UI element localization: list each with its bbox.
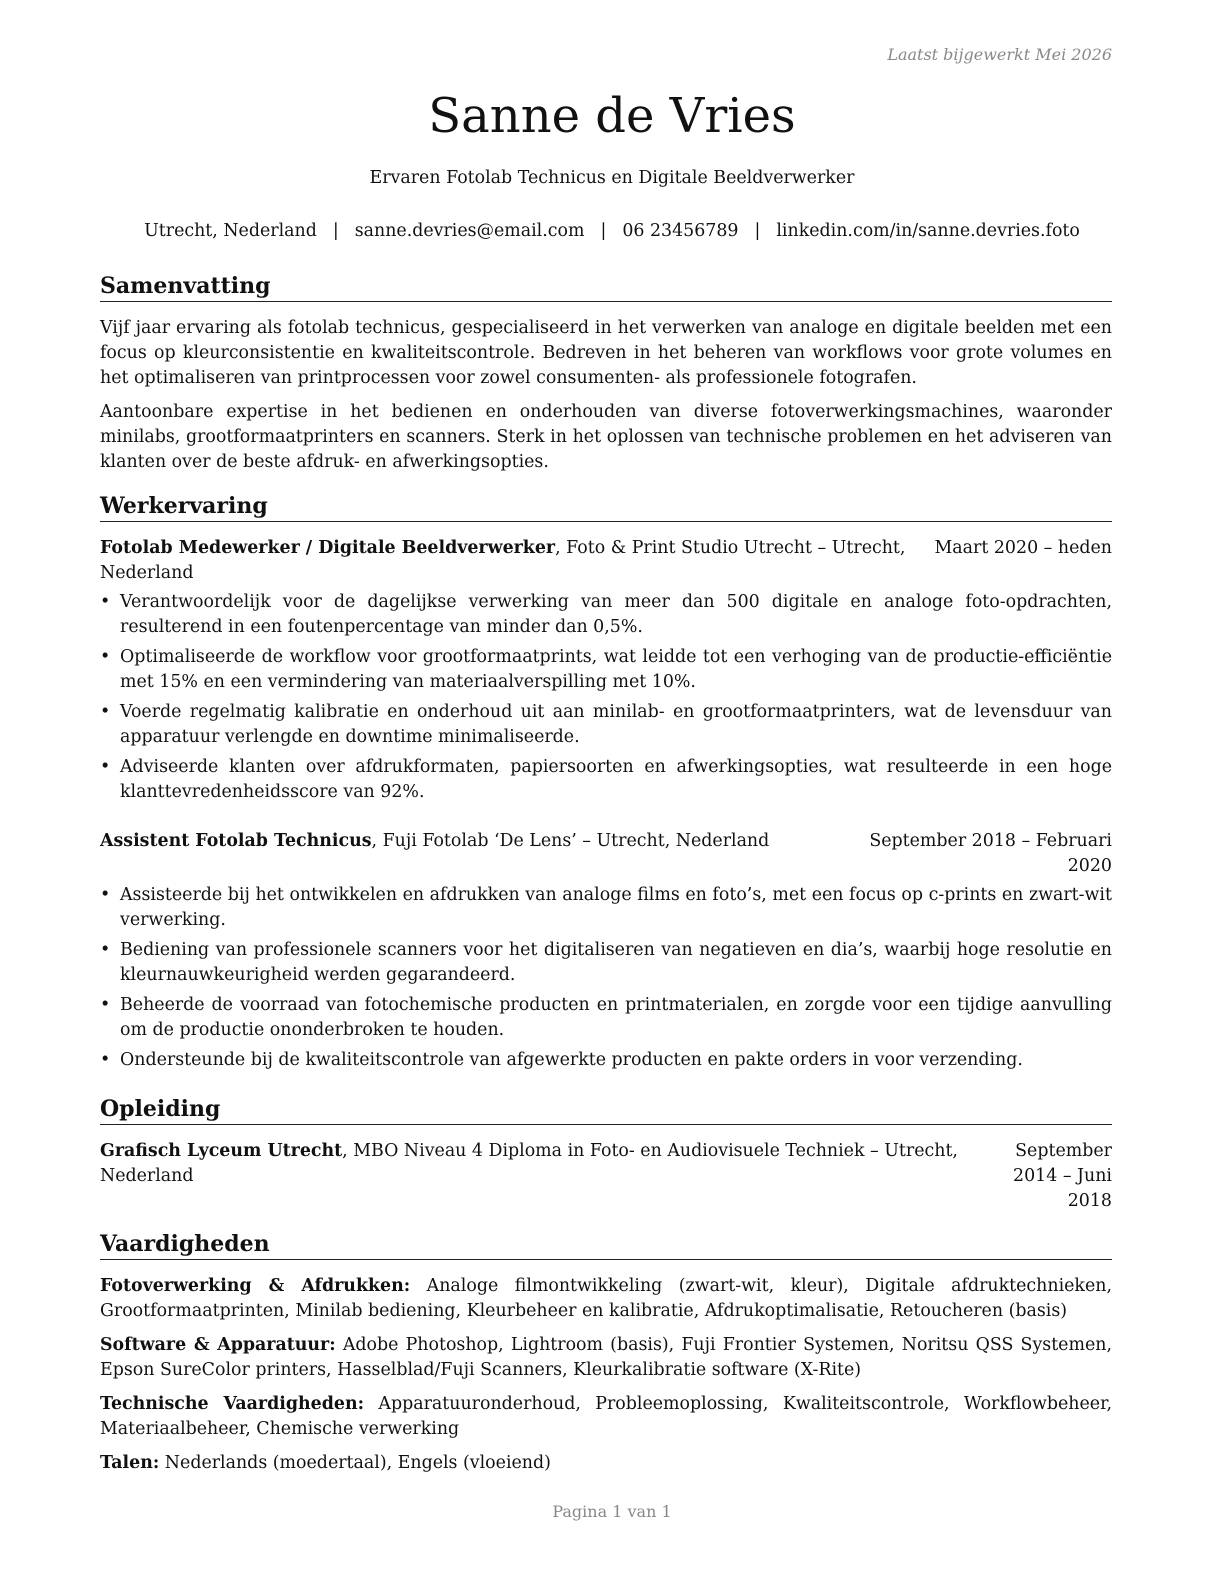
last-updated: Laatst bijgewerkt Mei 2026 [887, 45, 1112, 64]
skill-label: Fotoverwerking & Afdrukken: [100, 1276, 411, 1296]
job-dates: Maart 2020 – heden [934, 538, 1112, 558]
contact-line [0, 219, 1224, 244]
candidate-name: Sanne de Vries [428, 88, 796, 144]
education-entry [100, 1139, 1112, 1214]
job-entry [100, 829, 1112, 1073]
education-degree: , MBO Niveau 4 Diploma in Foto- en Audiovisuele Techniek – Utrecht, Nederland [100, 1141, 958, 1186]
job-header [100, 536, 1112, 586]
list-item: • Adviseerde klanten over afdrukformaten, papiersoorten en afwerkingsopties, wat resulteerde in een hoge klanttevredenheidsscore van 92%. [100, 755, 1112, 805]
contact-location: Utrecht, Nederland [144, 221, 317, 241]
skill-value: Adobe Photoshop, Lightroom (basis), Fuji Frontier Systemen, Noritsu QSS Systemen, Epson SureColor printers, Hasselblad/Fuji Scanners, Kleurkalibratie software (X-Rite) [100, 1335, 1112, 1380]
page-number: Pagina 1 van 1 [552, 1502, 672, 1521]
resume-content [100, 272, 1112, 1485]
education-heading: Opleiding [100, 1095, 1112, 1125]
contact-separator: | [754, 221, 761, 241]
skill-value: Nederlands (moedertaal), Engels (vloeiend) [159, 1453, 551, 1473]
skills-section [100, 1230, 1112, 1476]
job-title: Assistent Fotolab Technicus [100, 831, 372, 851]
job-header [100, 829, 1112, 879]
contact-phone: 06 23456789 [622, 221, 739, 241]
skill-label: Talen: [100, 1453, 160, 1473]
list-item: • Ondersteunde bij de kwaliteitscontrole van afgewerkte producten en pakte orders in voor verzending. [100, 1048, 1112, 1073]
candidate-subtitle: Ervaren Fotolab Technicus en Digitale Beeldverwerker [369, 168, 855, 188]
contact-email: sanne.devries@email.com [354, 221, 585, 241]
summary-section [100, 272, 1112, 475]
list-item: • Voerde regelmatig kalibratie en onderhoud uit aan minilab- en grootformaatprinters, wat de levensduur van apparatuur verlengde en downtime minimaliseerde. [100, 700, 1112, 750]
job-entry [100, 536, 1112, 805]
job-bullets [100, 590, 1112, 805]
skill-value: Apparatuuronderhoud, Probleemoplossing, Kwaliteitscontrole, Workflowbeheer, Materiaalbeheer, Chemische verwerking [100, 1394, 1112, 1439]
job-employer: , Fuji Fotolab ‘De Lens’ – Utrecht, Nederland [371, 831, 770, 851]
contact-separator: | [332, 221, 339, 241]
skill-row [100, 1333, 1112, 1383]
experience-section [100, 492, 1112, 1073]
job-bullets [100, 883, 1112, 1073]
skill-row [100, 1392, 1112, 1442]
list-item: • Beheerde de voorraad van fotochemische producten en printmaterialen, en zorgde voor een tijdige aanvulling om de productie ononderbroken te houden. [100, 993, 1112, 1043]
contact-linkedin: linkedin.com/in/sanne.devries.foto [776, 221, 1080, 241]
job-employer: , Foto & Print Studio Utrecht – Utrecht, Nederland [100, 538, 906, 583]
list-item: • Bediening van professionele scanners voor het digitaliseren van negatieven en dia’s, waarbij hoge resolutie en kleurnauwkeurigheid werden gegarandeerd. [100, 938, 1112, 988]
summary-paragraph: Vijf jaar ervaring als fotolab technicus, gespecialiseerd in het verwerken van analoge en digitale beelden met een focus op kleurconsistentie en kwaliteitscontrole. Bedreven in het beheren van workflows voor grote volumes en het optimaliseren van printprocessen voor zowel consumenten- als professionele fotografen. [100, 318, 1112, 388]
job-dates: September 2018 – Februari 2020 [869, 831, 1112, 876]
summary-heading: Samenvatting [100, 272, 1112, 302]
skill-label: Technische Vaardigheden: [100, 1394, 365, 1414]
experience-heading: Werkervaring [100, 492, 1112, 522]
education-dates: September 2014 – Juni 2018 [1013, 1141, 1112, 1211]
school-name: Grafisch Lyceum Utrecht [100, 1141, 343, 1161]
skill-label: Software & Apparatuur: [100, 1335, 336, 1355]
contact-separator: | [600, 221, 607, 241]
list-item: • Assisteerde bij het ontwikkelen en afdrukken van analoge films en foto’s, met een focus op c-prints en zwart-wit verwerking. [100, 883, 1112, 933]
skill-value: Analoge filmontwikkeling (zwart-wit, kleur), Digitale afdruktechnieken, Grootformaatprinten, Minilab bediening, Kleurbeheer en kalibratie, Afdrukoptimalisatie, Retoucheren (basis) [100, 1276, 1112, 1321]
list-item: • Verantwoordelijk voor de dagelijkse verwerking van meer dan 500 digitale en analoge foto-opdrachten, resulterend in een foutenpercentage van minder dan 0,5%. [100, 590, 1112, 640]
education-section [100, 1095, 1112, 1214]
skill-row [100, 1274, 1112, 1324]
job-title: Fotolab Medewerker / Digitale Beeldverwerker [100, 538, 556, 558]
list-item: • Optimaliseerde de workflow voor grootformaatprints, wat leidde tot een verhoging van de productie-efficiëntie met 15% en een vermindering van materiaalverspilling met 10%. [100, 645, 1112, 695]
summary-paragraph: Aantoonbare expertise in het bedienen en onderhouden van diverse fotoverwerkingsmachines, waaronder minilabs, grootformaatprinters en scanners. Sterk in het oplossen van technische problemen en het adviseren van klanten over de beste afdruk- en afwerkingsopties. [100, 402, 1112, 472]
skills-heading: Vaardigheden [100, 1230, 1112, 1260]
skill-row [100, 1451, 1112, 1476]
